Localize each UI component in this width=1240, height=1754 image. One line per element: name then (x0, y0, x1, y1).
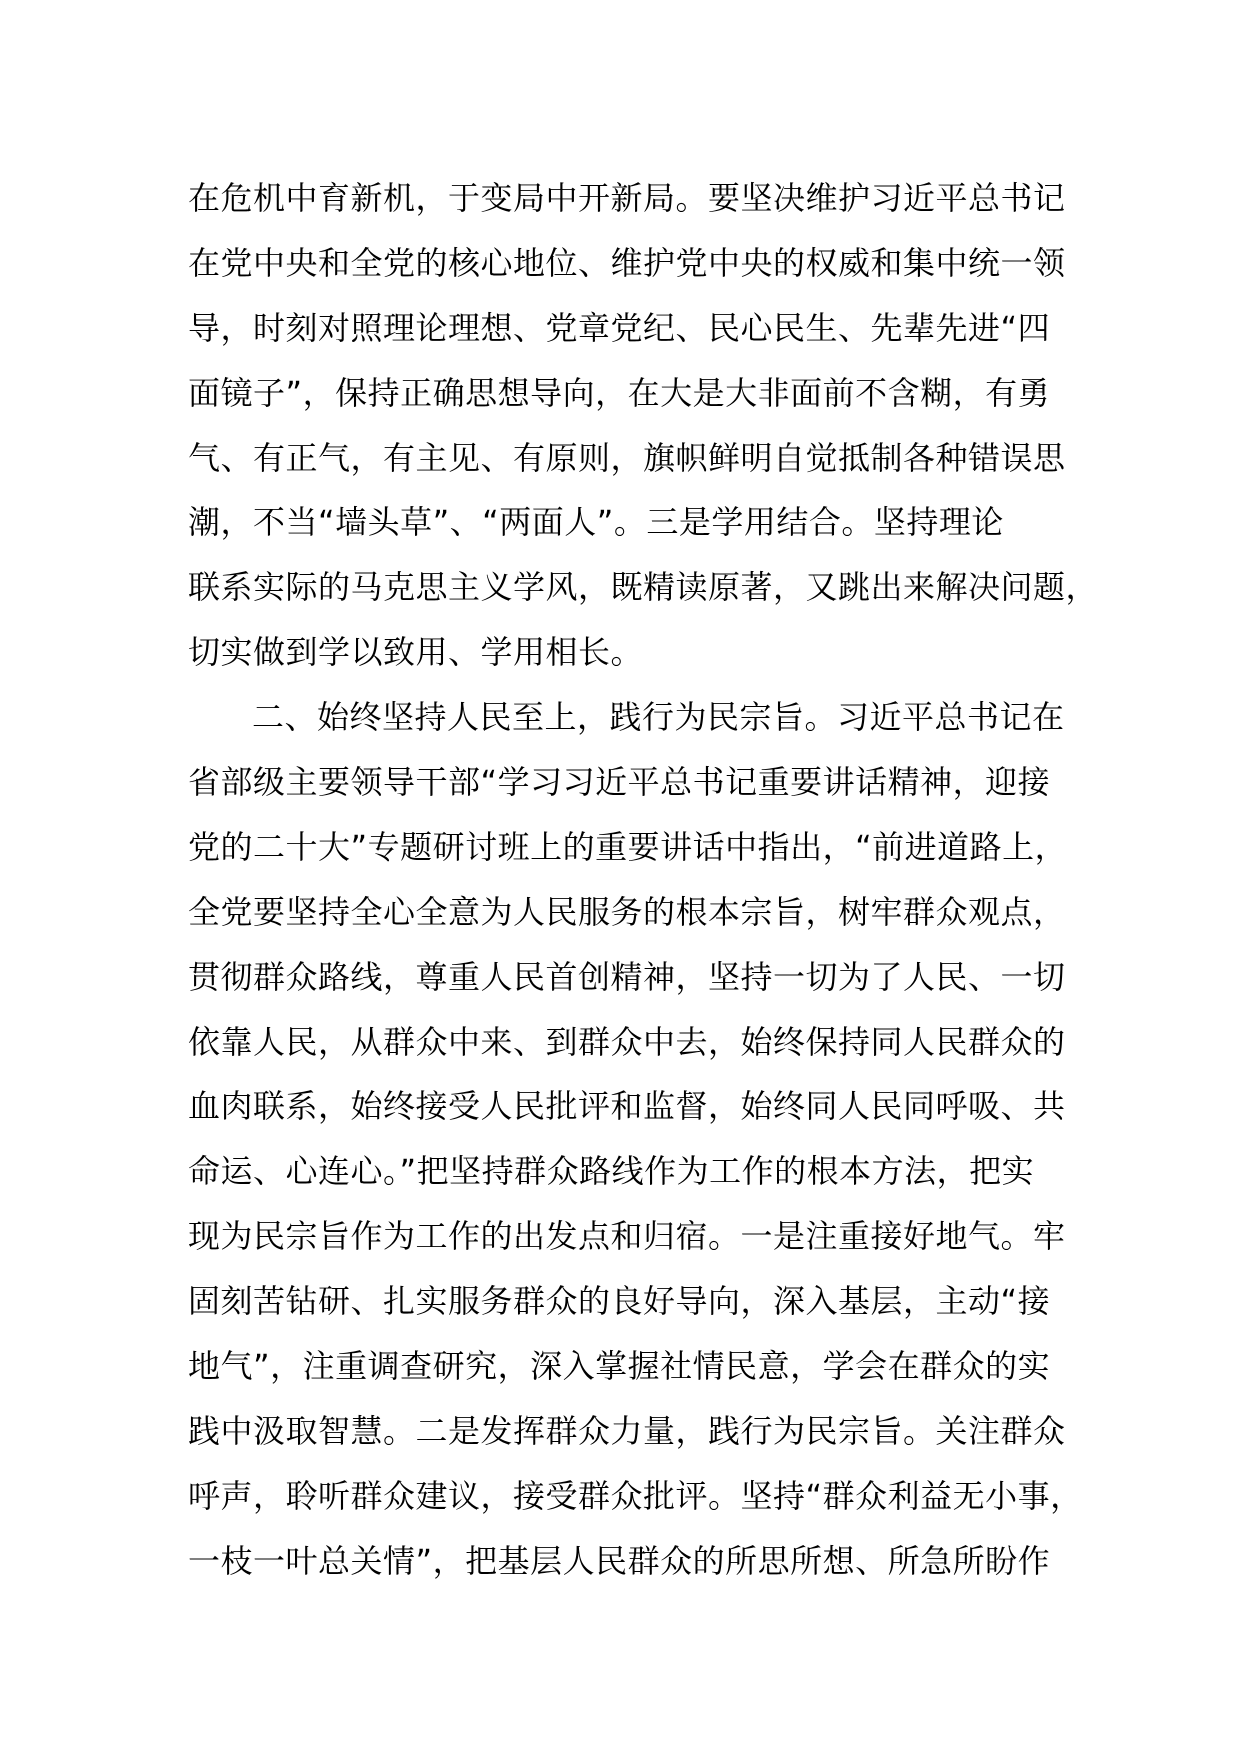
text-line: 潮，不当“墙头草”、“两面人”。三是学用结合。坚持理论 (188, 503, 1004, 542)
text-line: 切实做到学以致用、学用相长。 (188, 633, 644, 672)
text-line: 固刻苦钻研、扎实服务群众的良好导向，深入基层，主动“接 (188, 1282, 1051, 1321)
text-line: 省部级主要领导干部“学习习近平总书记重要讲话精神，迎接 (188, 763, 1051, 802)
text-line: 贯彻群众路线，尊重人民首创精神，坚持一切为了人民、一切 (188, 957, 1066, 996)
text-line: 一枝一叶总关情”，把基层人民群众的所思所想、所急所盼作 (188, 1541, 1051, 1580)
text-line: 地气”，注重调查研究，深入掌握社情民意，学会在群众的实 (188, 1347, 1051, 1386)
text-line: 全党要坚持全心全意为人民服务的根本宗旨，树牢群众观点， (188, 892, 1066, 931)
text-line: 现为民宗旨作为工作的出发点和归宿。一是注重接好地气。牢 (188, 1217, 1066, 1256)
text-line: 践中汲取智慧。二是发挥群众力量，践行为民宗旨。关注群众 (188, 1411, 1066, 1450)
text-line: 血肉联系，始终接受人民批评和监督，始终同人民同呼吸、共 (188, 1087, 1066, 1126)
text-line: 在党中央和全党的核心地位、维护党中央的权威和集中统一领 (188, 243, 1066, 282)
text-line: 党的二十大”专题研讨班上的重要讲话中指出，“前进道路上， (188, 827, 1068, 866)
text-line: 联系实际的马克思主义学风，既精读原著，又跳出来解决问题， (188, 568, 1099, 607)
text-line: 依靠人民，从群众中来、到群众中去，始终保持同人民群众的 (188, 1022, 1066, 1061)
text-line: 气、有正气，有主见、有原则，旗帜鲜明自觉抵制各种错误思 (188, 438, 1066, 477)
text-line: 命运、心连心。”把坚持群众路线作为工作的根本方法，把实 (188, 1152, 1035, 1191)
body-text (188, 166, 1099, 1594)
text-line: 面镜子”，保持正确思想导向，在大是大非面前不含糊，有勇 (188, 373, 1051, 412)
text-line: 呼声，聆听群众建议，接受群众批评。坚持“群众利益无小事， (188, 1476, 1083, 1515)
text-line: 导，时刻对照理论理想、党章党纪、民心民生、先辈先进“四 (188, 308, 1051, 347)
paragraph-start-line: 二、始终坚持人民至上，践行为民宗旨。习近平总书记在 (252, 698, 1065, 737)
text-line: 在危机中育新机，于变局中开新局。要坚决维护习近平总书记 (188, 179, 1066, 217)
